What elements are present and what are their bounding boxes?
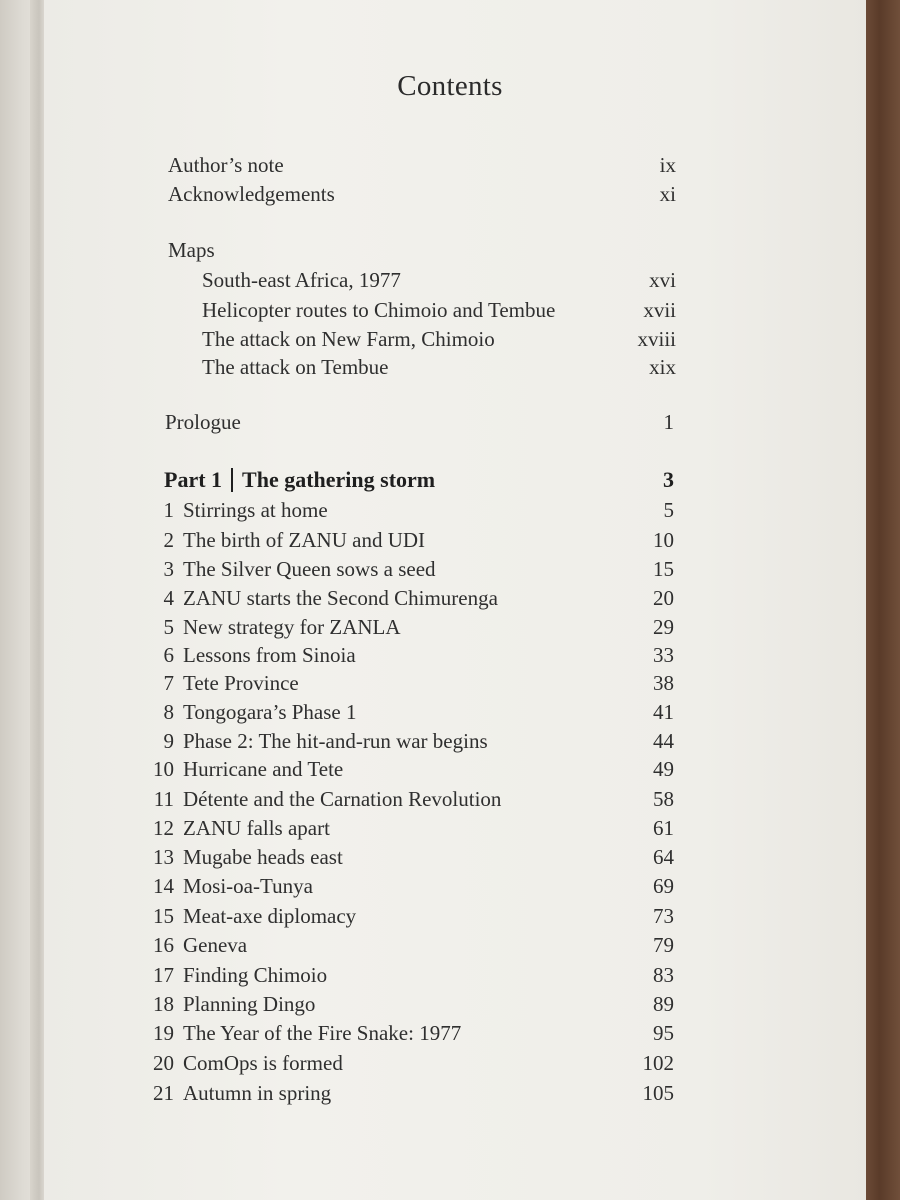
chapter-label [150,668,299,698]
toc-chapter-entry [150,842,674,872]
chapter-title: Planning Dingo [183,992,316,1016]
chapter-label [150,640,356,670]
toc-part-label [164,465,435,495]
chapter-title: The Year of the Fire Snake: 1977 [183,1021,462,1045]
chapter-page: 29 [653,615,674,639]
chapter-number: 3 [163,557,174,581]
chapter-number: 5 [163,615,174,639]
chapter-number: 1 [163,498,174,522]
chapter-title: ZANU falls apart [183,816,330,840]
toc-entry-label: Acknowledgements [168,182,335,206]
part-number: Part 1 [164,467,223,492]
chapter-number: 14 [153,874,174,898]
chapter-label [150,901,356,931]
chapter-label [150,612,401,642]
toc-entry-page: xvi [649,268,676,292]
chapter-title: Meat-axe diplomacy [183,904,357,928]
chapter-label [150,726,488,756]
chapter-label [150,930,247,960]
toc-entry-page: xi [659,182,676,206]
chapter-label [150,1048,343,1078]
chapter-number: 9 [163,729,174,753]
chapter-page: 33 [653,643,674,667]
chapter-number: 21 [153,1081,174,1105]
toc-entry-map [202,324,676,354]
toc-section-maps [168,235,676,265]
chapter-page: 102 [642,1051,674,1075]
chapter-page: 64 [653,845,674,869]
toc-entry-label: Helicopter routes to Chimoio and Tembue [202,298,556,322]
chapter-page: 41 [653,700,674,724]
toc-entry-acknowledgements [168,179,676,209]
toc-entry-map [202,352,676,382]
toc-chapter-entry [150,1048,674,1078]
chapter-title: Tete Province [183,671,299,695]
chapter-label [150,1018,461,1048]
toc-chapter-entry [150,554,674,584]
toc-entry-label: The attack on Tembue [202,355,389,379]
chapter-page: 69 [653,874,674,898]
toc-chapter-entry [150,495,674,525]
toc-entry-page: xix [649,355,676,379]
toc-entry-page: 1 [663,410,674,434]
chapter-label [150,583,498,613]
toc-chapter-entry [150,989,674,1019]
toc-entry-page: xviii [637,327,676,351]
chapter-label [150,784,501,814]
chapter-label [150,697,357,727]
chapter-number: 16 [153,933,174,957]
table-surface [866,0,900,1200]
toc-chapter-entry [150,1018,674,1048]
chapter-label [150,813,330,843]
part-divider [231,468,233,492]
chapter-page: 79 [653,933,674,957]
toc-entry-page: ix [659,153,676,177]
chapter-label [150,960,327,990]
chapter-number: 20 [153,1051,174,1075]
toc-part-heading [164,465,674,495]
chapter-title: The Silver Queen sows a seed [183,557,436,581]
toc-chapter-entry [150,871,674,901]
chapter-number: 18 [153,992,174,1016]
toc-chapter-entry [150,754,674,784]
page-title: Contents [397,70,503,102]
chapter-number: 2 [163,528,174,552]
chapter-page: 61 [653,816,674,840]
toc-chapter-entry [150,1078,674,1108]
chapter-label [150,495,328,525]
toc-chapter-entry [150,612,674,642]
chapter-number: 13 [153,845,174,869]
toc-section-heading: Maps [168,238,215,262]
chapter-number: 19 [153,1021,174,1045]
toc-chapter-entry [150,813,674,843]
chapter-title: Mugabe heads east [183,845,343,869]
chapter-label [150,1078,331,1108]
part-title: The gathering storm [242,467,436,492]
chapter-title: Mosi-oa-Tunya [183,874,313,898]
chapter-title: Détente and the Carnation Revolution [183,787,502,811]
toc-chapter-entry [150,697,674,727]
chapter-page: 38 [653,671,674,695]
chapter-page: 10 [653,528,674,552]
toc-chapter-entry [150,726,674,756]
chapter-label [150,842,343,872]
chapter-title: Hurricane and Tete [183,757,344,781]
chapter-number: 7 [163,671,174,695]
chapter-title: ZANU starts the Second Chimurenga [183,586,498,610]
chapter-page: 44 [653,729,674,753]
chapter-title: Finding Chimoio [183,963,328,987]
toc-entry-label: South-east Africa, 1977 [202,268,401,292]
chapter-title: Stirrings at home [183,498,328,522]
chapter-number: 17 [153,963,174,987]
toc-chapter-entry [150,960,674,990]
toc-chapter-entry [150,583,674,613]
chapter-number: 11 [153,787,174,811]
chapter-page: 73 [653,904,674,928]
toc-chapter-entry [150,784,674,814]
chapter-number: 4 [163,586,174,610]
chapter-title: ComOps is formed [183,1051,343,1075]
chapter-number: 8 [163,700,174,724]
chapter-label [150,871,313,901]
chapter-page: 89 [653,992,674,1016]
chapter-number: 6 [163,643,174,667]
toc-entry-map [202,265,676,295]
chapter-page: 83 [653,963,674,987]
chapter-page: 58 [653,787,674,811]
chapter-page: 105 [642,1081,674,1105]
chapter-title: New strategy for ZANLA [183,615,401,639]
chapter-title: Geneva [183,933,248,957]
toc-entry-label: Prologue [165,410,241,434]
chapter-page: 5 [663,498,674,522]
chapter-label [150,554,436,584]
toc-part-page: 3 [663,467,674,492]
chapter-label [150,989,315,1019]
chapter-title: Autumn in spring [183,1081,332,1105]
chapter-number: 10 [153,757,174,781]
toc-chapter-entry [150,668,674,698]
toc-entry-map [202,295,676,325]
toc-chapter-entry [150,640,674,670]
chapter-page: 20 [653,586,674,610]
chapter-title: Phase 2: The hit-and-run war begins [183,729,488,753]
toc-chapter-entry [150,901,674,931]
toc-chapter-entry [150,930,674,960]
chapter-page: 15 [653,557,674,581]
chapter-title: Tongogara’s Phase 1 [183,700,357,724]
toc-entry-authors-note [168,150,676,180]
toc-entry-prologue [165,407,674,437]
chapter-label [150,754,343,784]
chapter-number: 12 [153,816,174,840]
toc-chapter-entry [150,525,674,555]
chapter-page: 49 [653,757,674,781]
toc-entry-label: Author’s note [168,153,284,177]
toc-entry-page: xvii [643,298,676,322]
chapter-number: 15 [153,904,174,928]
chapter-title: Lessons from Sinoia [183,643,356,667]
chapter-title: The birth of ZANU and UDI [183,528,426,552]
toc-entry-label: The attack on New Farm, Chimoio [202,327,495,351]
chapter-label [150,525,425,555]
chapter-page: 95 [653,1021,674,1045]
